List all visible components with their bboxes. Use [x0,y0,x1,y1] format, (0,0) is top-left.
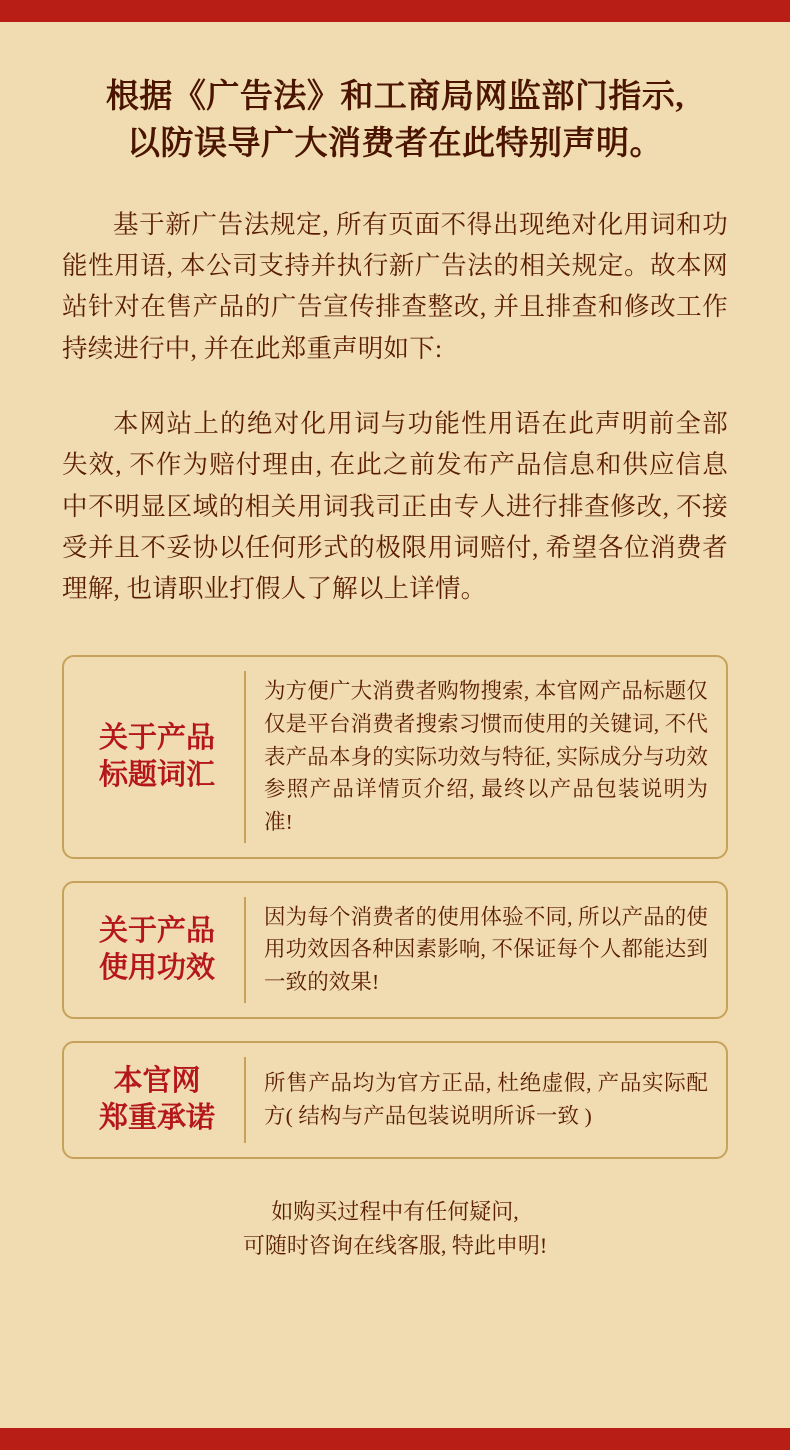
paragraph-2: 本网站上的绝对化用词与功能性用语在此声明前全部失效, 不作为赔付理由, 在此之前发布产品信息和供应信息中不明显区域的相关用词我司正由专人进行排查修改, 不接受并且不妥协以任何形式的极限用词赔付, 希望各位消费者理解, 也请职业打假人了解以上详情。 [62,408,728,604]
footer-note [62,1195,728,1263]
footer-line-1: 如购买过程中有任何疑问, [271,1198,519,1224]
bottom-banner-bar [0,1428,790,1450]
card-body-1: 为方便广大消费者购物搜索, 本官网产品标题仅仅是平台消费者搜索习惯而使用的关键词, 不代表产品本身的实际功效与特征, 实际成分与功效参照产品详情页介绍, 最终以产品包装说明为准! [264,679,708,835]
card-product-title-terms [62,655,728,858]
page-title-line-1: 根据《广告法》和工商局网监部门指示, [105,79,685,115]
card-title-3-line-2: 郑重承诺 [98,1101,215,1134]
card-title-3-line-1: 本官网 [113,1064,201,1097]
card-body-2: 因为每个消费者的使用体验不同, 所以产品的使用功效因各种因素影响, 不保证每个人都能达到一致的效果! [264,904,708,995]
card-product-efficacy [62,881,728,1019]
card-title-2-line-1: 关于产品 [98,914,215,947]
card-title-2 [80,897,246,1003]
page-content [0,22,790,1428]
statement-cards [62,655,728,1159]
top-banner-bar [0,0,790,22]
card-title-1-line-2: 标题词汇 [98,759,215,792]
page-title-line-2: 以防误导广大消费者在此特别声明。 [127,125,663,162]
card-title-1-line-1: 关于产品 [98,721,215,754]
footer-line-2: 可随时咨询在线客服, 特此申明! [242,1233,548,1259]
card-official-promise [62,1041,728,1159]
card-title-2-line-2: 使用功效 [98,951,215,984]
paragraph-1: 基于新广告法规定, 所有页面不得出现绝对化用词和功能性用语, 本公司支持并执行新广告法的相关规定。故本网站针对在售产品的广告宣传排查整改, 并且排查和修改工作持续进行中, 并在此郑重声明如下: [62,209,728,363]
page-title [62,74,728,168]
card-body-3: 所售产品均为官方正品, 杜绝虚假, 产品实际配方( 结构与产品包装说明所诉一致 ) [264,1071,708,1128]
card-title-1 [80,671,246,842]
card-title-3 [80,1057,246,1143]
